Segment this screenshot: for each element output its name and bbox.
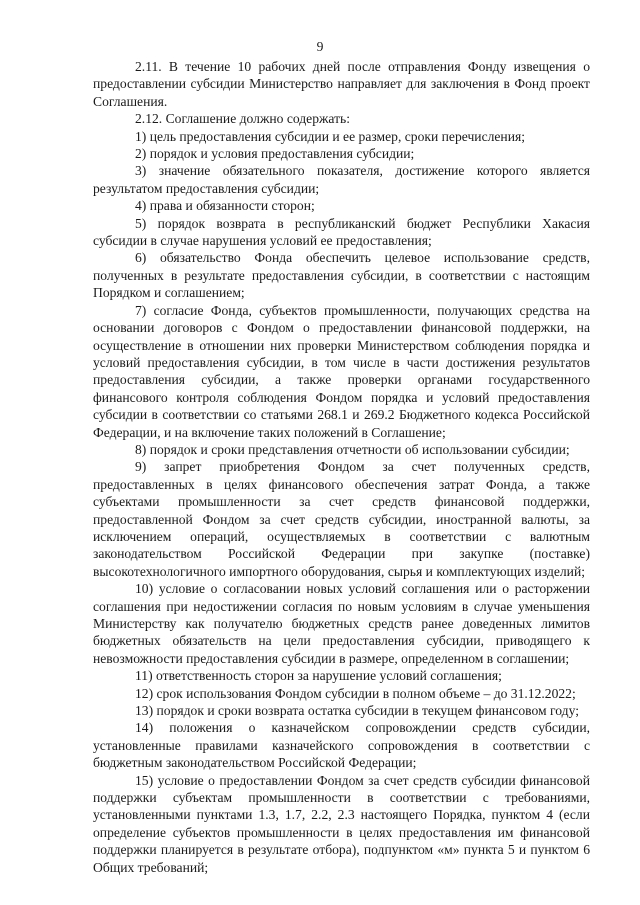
list-item-13: 13) порядок и сроки возврата остатка субсидии в текущем финансовом году; [135,703,579,719]
list-item-2: 2) порядок и условия предоставления субсидии; [135,146,415,162]
list-item-11: 11) ответственность сторон за нарушение условий соглашения; [135,668,502,684]
page-number: 9 [316,39,324,54]
list-item-1: 1) цель предоставления субсидии и ее размер, сроки перечисления; [135,128,526,144]
list-item-14: 14) положения о казначейском сопровождении средств субсидии, установленные правилами казначейского сопровождения в соответствии с бюджетным законодательством Российской Федерации; [93,720,590,771]
list-item-5: 5) порядок возврата в республиканский бюджет Республики Хакасия субсидии в случае нарушения условий ее предоставления; [93,215,590,249]
body-text [93,58,590,876]
paragraph-2-11: 2.11. В течение 10 рабочих дней после отправления Фонду извещения о предоставлении субсидии Министерство направляет для заключения в Фонд проект Соглашения. [93,59,590,109]
list-item-15: 15) условие о предоставлении Фондом за счет средств субсидии финансовой поддержки субъектам промышленности в соответствии с требованиями, установленными пунктами 1.3, 1.7, 2.2, 2.3 настоящего Порядка, пунктом 4 (если определение субъектов промышленности в целях предоставления им финансовой поддержки планируется в результате отбора), подпунктом «м» пункта 5 и пунктом 6 Общих требований; [93,772,590,875]
list-item-4: 4) права и обязанности сторон; [135,198,315,214]
list-item-3: 3) значение обязательного показателя, достижение которого является результатом предоставления субсидии; [93,163,590,196]
list-item-8: 8) порядок и сроки представления отчетности об использовании субсидии; [135,441,570,457]
list-item-12: 12) срок использования Фондом субсидии в полном объеме – до 31.12.2022; [135,685,576,701]
list-item-6: 6) обязательство Фонда обеспечить целевое использование средств, полученных в результате предоставления субсидии, в соответствии с настоящим Порядком и соглашением; [93,250,590,301]
list-item-9: 9) запрет приобретения Фондом за счет полученных средств, предоставленных в целях финансового обеспечения затрат Фонда, а также субъектами промышленности за счет средств финансовой поддержки, предоставленной Фондом за счет средств субсидии, иностранной валюты, за исключением операций, осуществляемых в соответствии с валютным законодательством Российской Федерации при закупке (поставке) высокотехнологичного импортного оборудования, сырья и комплектующих изделий; [93,459,590,579]
paragraph-2-12: 2.12. Соглашение должно содержать: [135,111,350,127]
list-item-7: 7) согласие Фонда, субъектов промышленности, получающих средства на основании договоров с Фондом о предоставлении финансовой поддержки, на осуществление в отношении них проверки Министерством соблюдения порядка и условий предоставления субсидии, в том числе в части достижения результатов предоставления субсидии, а также проверки органами государственного финансового контроля соблюдения Фондом порядка и условий предоставления субсидии в соответствии со статьями 268.1 и 269.2 Бюджетного кодекса Российской Федерации, и на включение таких положений в Соглашение; [93,302,590,440]
list-item-10: 10) условие о согласовании новых условий соглашения или о расторжении соглашения при недостижении согласия по новым условиям в случае уменьшения Министерству как получателю бюджетных средств ранее доведенных лимитов бюджетных обязательств на цели предоставления субсидии, приводящего к невозможности предоставления субсидии в размере, определенном в соглашении; [93,581,590,666]
